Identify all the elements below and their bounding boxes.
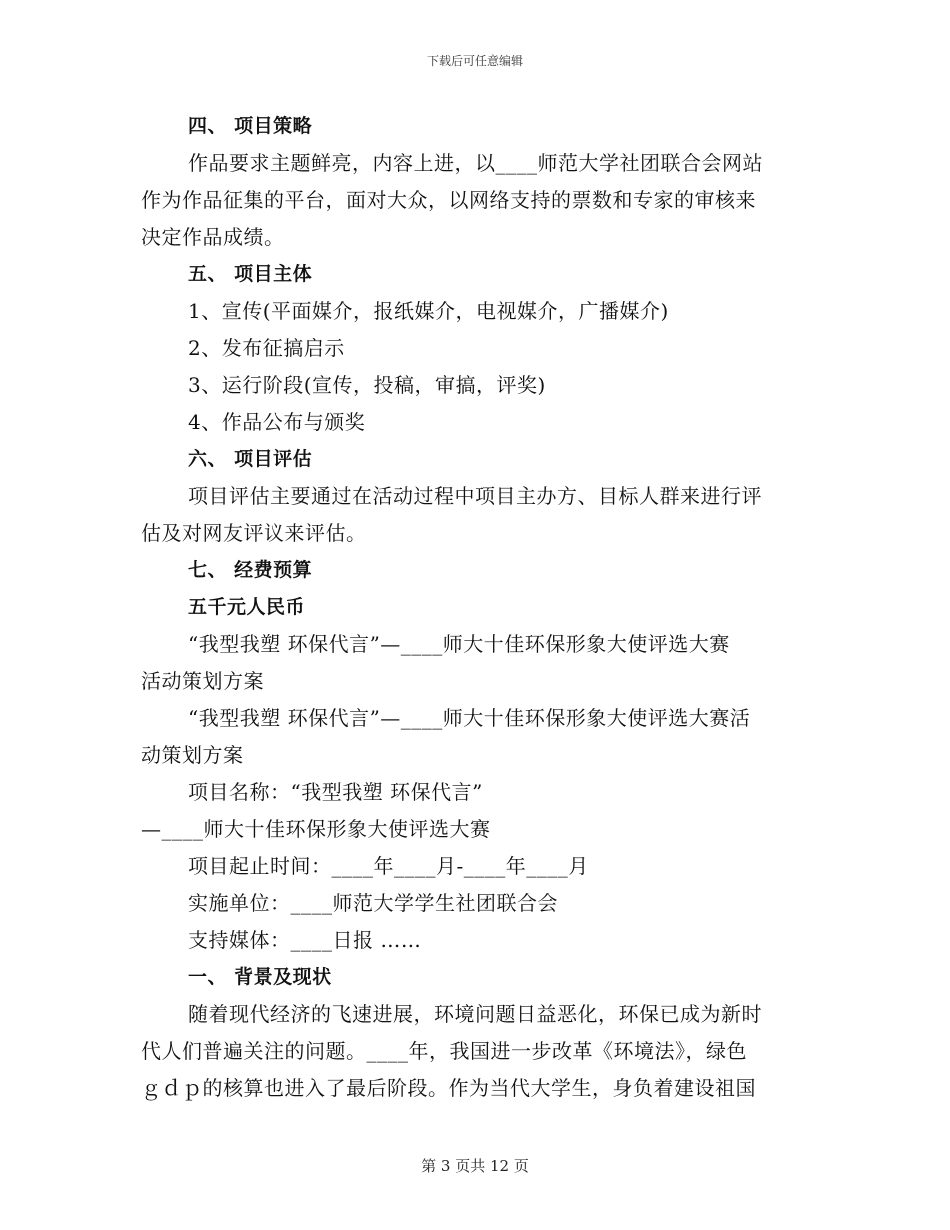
paragraph-line: 2、发布征搞启示 bbox=[188, 336, 345, 360]
paragraph-line: —____师大十佳环保形象大使评选大赛 bbox=[141, 817, 491, 841]
paragraph-line: “我型我塑 环保代言”—____师大十佳环保形象大使评选大赛 bbox=[188, 632, 730, 656]
paragraph-line: 随着现代经济的飞速进展，环境问题日益恶化，环保已成为新时 bbox=[188, 1002, 762, 1026]
section-heading: 七、 经费预算 bbox=[188, 559, 313, 581]
paragraph-line: 实施单位：____师范大学学生社团联合会 bbox=[188, 891, 558, 915]
paragraph-line: “我型我塑 环保代言”—____师大十佳环保形象大使评选大赛活 bbox=[188, 706, 751, 730]
section-heading: 一、 背景及现状 bbox=[188, 966, 332, 988]
paragraph-line: 1、宣传(平面媒介，报纸媒介，电视媒介，广播媒介) bbox=[188, 299, 669, 323]
paragraph-line: 活动策划方案 bbox=[141, 669, 264, 693]
paragraph-line: 作为作品征集的平台，面对大众，以网络支持的票数和专家的审核来 bbox=[141, 188, 756, 212]
document-body bbox=[141, 108, 806, 1107]
paragraph-line: ｇｄｐ的核算也进入了最后阶段。作为当代大学生，身负着建设祖国 bbox=[141, 1076, 756, 1100]
page-header: 下载后可任意编辑 bbox=[426, 54, 523, 68]
paragraph-line: 4、作品公布与颁奖 bbox=[188, 410, 366, 434]
paragraph-line: 决定作品成绩。 bbox=[141, 225, 285, 249]
paragraph-line: 项目起止时间：____年____月-____年____月 bbox=[188, 854, 589, 878]
paragraph-line: 动策划方案 bbox=[141, 743, 244, 767]
paragraph-line: 项目名称：“我型我塑 环保代言” bbox=[188, 780, 483, 804]
paragraph-line: 作品要求主题鲜亮，内容上进，以____师范大学社团联合会网站 bbox=[188, 151, 763, 175]
paragraph-line: 代人们普遍关注的问题。____年，我国进一步改革《环境法》，绿色 bbox=[141, 1039, 747, 1063]
paragraph-line: 估及对网友评议来评估。 bbox=[141, 521, 367, 545]
paragraph-line: 3、运行阶段(宣传，投稿，审搞，评奖) bbox=[188, 373, 546, 397]
section-heading: 五、 项目主体 bbox=[188, 263, 313, 285]
section-heading: 六、 项目评估 bbox=[188, 448, 313, 470]
section-heading: 四、 项目策略 bbox=[188, 115, 313, 137]
paragraph-line: 项目评估主要通过在活动过程中项目主办方、目标人群来进行评 bbox=[188, 484, 762, 508]
paragraph-line: 支持媒体：____日报 …… bbox=[188, 928, 422, 952]
section-heading: 五千元人民币 bbox=[188, 596, 306, 618]
page-footer: 第 3 页共 12 页 bbox=[421, 1157, 529, 1175]
